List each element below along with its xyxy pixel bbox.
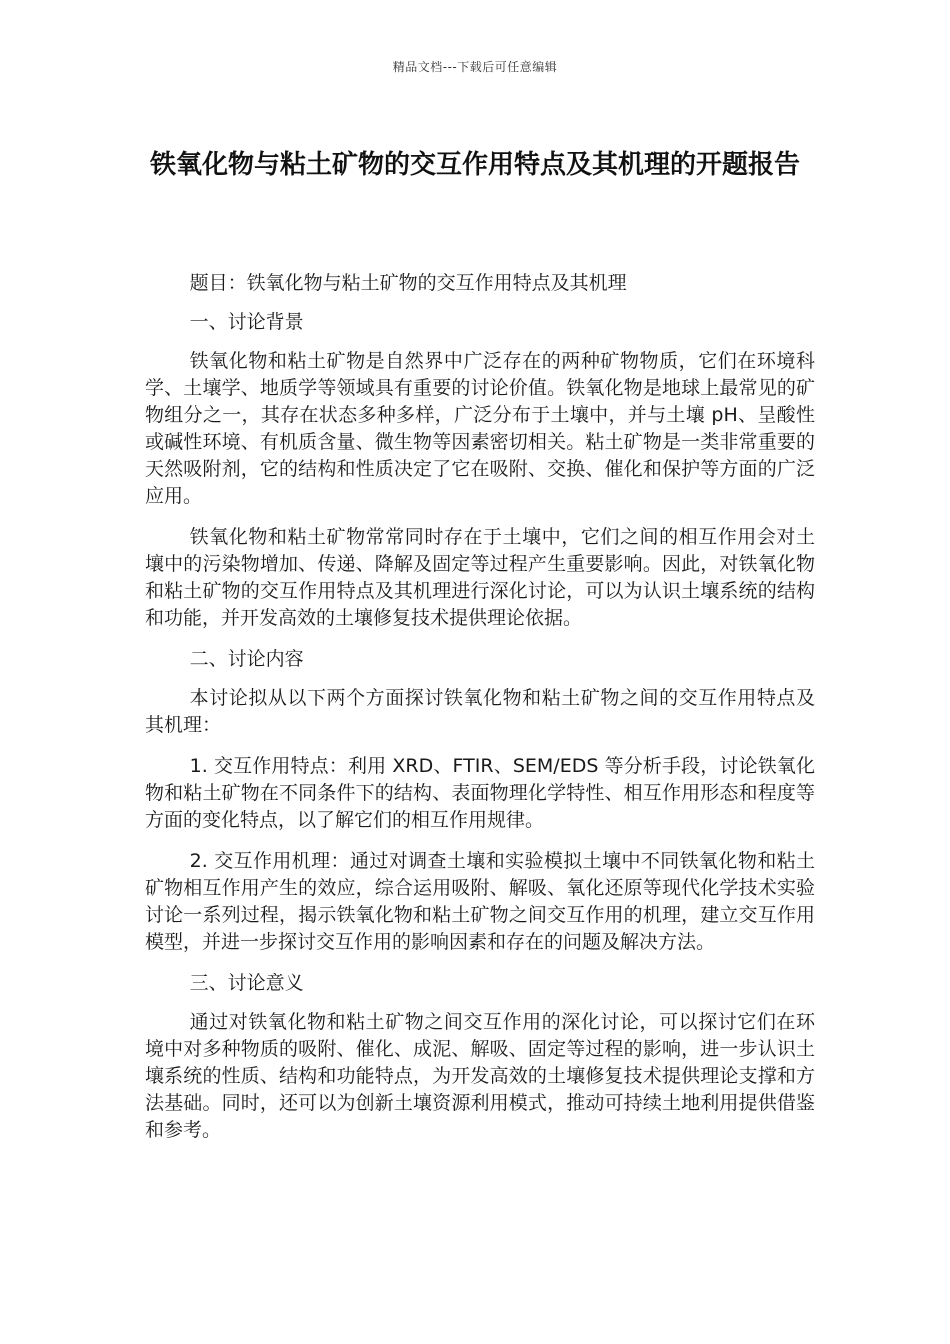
header-note: 精品文档---下载后可任意编辑 [392,60,558,74]
topic-line: 题目：铁氧化物与粘土矿物的交互作用特点及其机理 [189,272,627,294]
list-item-mechanism: 2. 交互作用机理：通过对调查土壤和实验模拟土壤中不同铁氧化物和粘土矿物相互作用产生的效应，综合运用吸附、解吸、氧化还原等现代化学技术实验讨论一系列过程，揭示铁氧化物和粘土矿物之间交互作用的机理，建立交互作用模型，并进一步探讨交互作用的影响因素和存在的问题及解决方法。 [145,850,815,953]
list-item-characteristics: 1. 交互作用特点：利用 XRD、FTIR、SEM/EDS 等分析手段，讨论铁氧化物和粘土矿物在不同条件下的结构、表面物理化学特性、相互作用形态和程度等方面的变化特点，以了解它们的相互作用规律。 [145,755,815,831]
document-title: 铁氧化物与粘土矿物的交互作用特点及其机理的开题报告 [149,150,800,180]
section-heading-significance: 三、讨论意义 [189,972,304,994]
section-heading-background: 一、讨论背景 [189,311,304,333]
paragraph-background-2: 铁氧化物和粘土矿物常常同时存在于土壤中，它们之间的相互作用会对土壤中的污染物增加、传递、降解及固定等过程产生重要影响。因此，对铁氧化物和粘土矿物的交互作用特点及其机理进行深化讨论，可以为认识土壤系统的结构和功能，并开发高效的土壤修复技术提供理论依据。 [145,526,815,629]
paragraph-content-intro: 本讨论拟从以下两个方面探讨铁氧化物和粘土矿物之间的交互作用特点及其机理： [145,687,815,736]
paragraph-background-1: 铁氧化物和粘土矿物是自然界中广泛存在的两种矿物物质，它们在环境科学、土壤学、地质学等领域具有重要的讨论价值。铁氧化物是地球上最常见的矿物组分之一，其存在状态多种多样，广泛分布于土壤中，并与土壤 pH、呈酸性或碱性环境、有机质含量、微生物等因素密切相关。粘土矿物是一类非常重要的天然吸附剂，它的结构和性质决定了它在吸附、交换、催化和保护等方面的广泛应用。 [145,350,815,507]
document-body [145,270,815,1158]
section-heading-content: 二、讨论内容 [189,648,304,670]
paragraph-significance: 通过对铁氧化物和粘土矿物之间交互作用的深化讨论，可以探讨它们在环境中对多种物质的吸附、催化、成泥、解吸、固定等过程的影响，进一步认识土壤系统的性质、结构和功能特点，为开发高效的土壤修复技术提供理论支撑和方法基础。同时，还可以为创新土壤资源利用模式，推动可持续土地利用提供借鉴和参考。 [145,1011,815,1141]
